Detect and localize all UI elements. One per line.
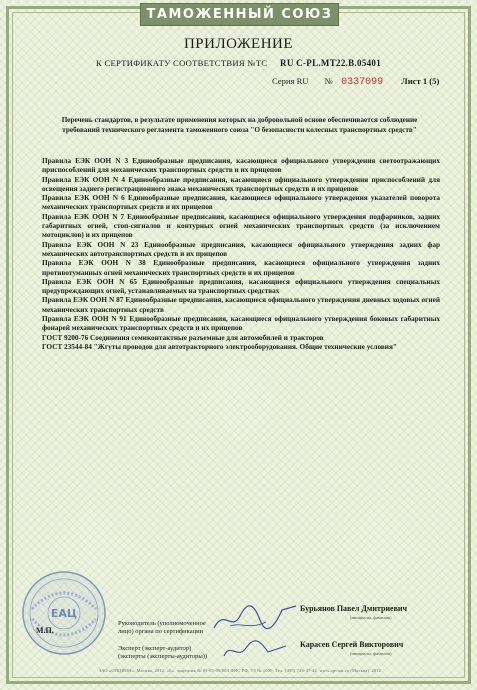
role-line: Эксперт (эксперт-аудитор) <box>118 645 192 652</box>
standard-item: Правила ЕЭК ООН N 4 Единообразные предписания, касающиеся официального утверждения приспособлений для освещения заднего регистрационного знака механических транспортных средств и их прицепов <box>42 175 440 193</box>
standard-item: Правила ЕЭК ООН N 3 Единообразные предписания, касающиеся официального утверждения светоотражающих приспособлений для механических транспортных средств и их прицепов <box>42 157 440 175</box>
standard-item: ГОСТ 23544-84 "Жгуты проводов для автотракторного электрооборудования. Общие технические условия" <box>42 342 397 351</box>
standard-item: ГОСТ 9200-76 Соединения семиконтактные разъемные для автомобилей и тракторов <box>42 333 324 342</box>
standard-item: Правила ЕЭК ООН N 38 Единообразные предписания, касающиеся официального утверждения задних противотуманных огней механических транспортных средств и их прицепов <box>42 259 440 277</box>
expert-role-label <box>118 645 207 661</box>
role-line: лицо) органа по сертификации <box>118 628 204 635</box>
standard-item: Правила ЕЭК ООН N 65 Единообразные предписания, касающиеся официального утверждения специальных предупреждающих огней, устанавливаемых на транспортных средствах <box>42 277 440 296</box>
sheet-label: Лист 1 (5) <box>401 76 440 86</box>
role-line: (эксперты (эксперты-аудиторы)) <box>118 653 208 660</box>
standard-item: Правила ЕЭК ООН N 91 Единообразные предписания, касающиеся официального утверждения боковых габаритных фонарей механических транспортных средств и их прицепов <box>42 315 440 333</box>
standard-item: Правила ЕЭК ООН N 87 Единообразные предписания, касающиеся официального утверждения дневных ходовых огней механических транспортных средств <box>42 296 440 314</box>
certificate-line <box>96 58 381 68</box>
series-label: Серия <box>272 76 295 86</box>
series-line <box>272 76 439 88</box>
head-role-label <box>118 620 206 636</box>
standard-item: Правила ЕЭК ООН N 6 Единообразные предписания, касающиеся официального утверждения указателей поворота механических транспортных средств и их прицепов <box>42 194 440 212</box>
standard-item: Правила ЕЭК ООН N 7 Единообразные предписания, касающиеся официального утверждения подфарников, задних габаритных огней, стоп-сигналов и контурных огней механических транспортных средств (за исключением мотоциклов) и их прицепов <box>42 212 440 240</box>
stamp-place-label: М.П. <box>36 626 54 635</box>
number-label: № <box>324 76 333 86</box>
page-title: ПРИЛОЖЕНИЕ <box>183 36 294 52</box>
printer-footer: ЗАО «ОПЦИОН», Москва, 2012, «Б», лицензия № 05-05-09/003 ФНС РФ, ТЗ № 1000. Тел. (495) 726-47-42, www.opcion.ru (Москва). 2012 <box>98 668 382 673</box>
certificate-number: RU C-PL.MT22.B.05401 <box>280 58 382 68</box>
standard-item: Правила ЕЭК ООН N 23 Единообразные предписания, касающиеся официального утверждения задних фар механических автотранспортных средств и их прицепов <box>42 240 440 258</box>
head-name: Бурьянов Павел Дмитриевич <box>300 604 408 613</box>
intro-paragraph: Перечень стандартов, в результате применения которых на добровольной основе обеспечивается соблюдение требований технического регламента таможенного союза "О безопасности колесных транспортных средств" <box>61 116 418 134</box>
initials-caption: (инициалы, фамилия) <box>350 615 392 620</box>
customs-union-banner: ТАМОЖЕННЫЙ СОЮЗ <box>140 3 339 26</box>
certificate-label: К СЕРТИФИКАТУ СООТВЕТСТВИЯ №ТС <box>96 58 268 68</box>
seal-mark: ЕАЦ <box>50 607 78 620</box>
standards-list <box>42 157 440 352</box>
expert-name: Карасев Сергей Викторович <box>300 640 404 649</box>
role-line: Руководитель (уполномоченное <box>118 620 206 627</box>
expert-signature <box>220 636 290 664</box>
round-seal-stamp <box>20 569 108 657</box>
form-number: 0337099 <box>341 77 384 88</box>
series-value: RU <box>296 76 309 86</box>
head-signature <box>210 598 300 638</box>
initials-caption: (инициалы, фамилия) <box>350 651 392 656</box>
